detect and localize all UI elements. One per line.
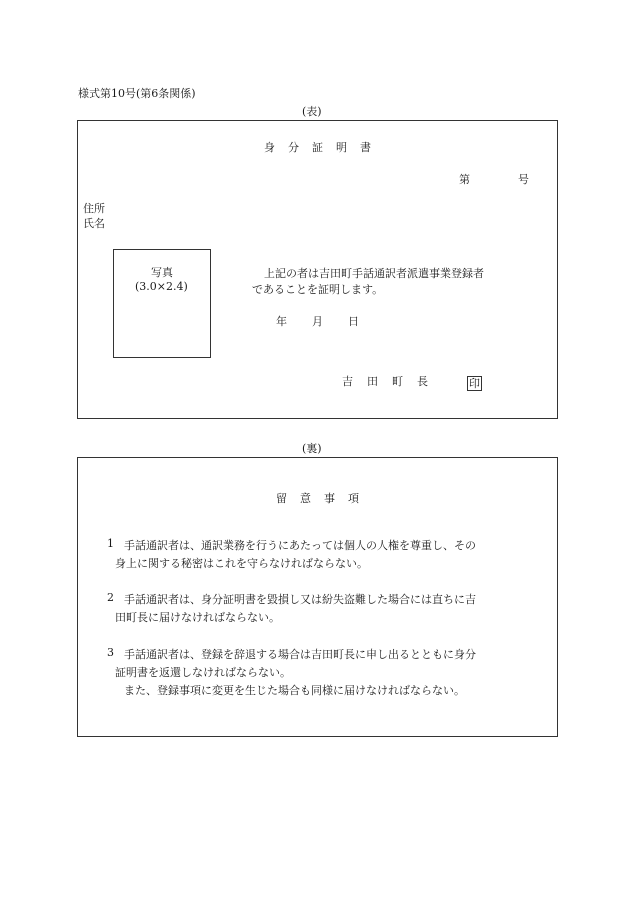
issuer: 吉田町長 <box>342 375 442 388</box>
back-card <box>77 457 558 737</box>
number-suffix: 号 <box>518 173 529 186</box>
certify-line-1: 上記の者は吉田町手話通訳者派遣事業登録者 <box>264 267 484 280</box>
front-side-label: (表) <box>302 105 322 118</box>
note-line: 田町長に届けなければならない。 <box>115 611 280 624</box>
name-label: 氏名 <box>83 217 105 230</box>
note-line: 手話通訳者は、登録を辞退する場合は吉田町長に申し出るとともに身分 <box>124 648 476 661</box>
back-side-label: (裏) <box>302 442 322 455</box>
note-line: 手話通訳者は、身分証明書を毀損し又は紛失盗難した場合には直ちに吉 <box>124 593 476 606</box>
note-number: 3 <box>107 646 114 659</box>
photo-box <box>113 249 211 358</box>
note-line: 身上に関する秘密はこれを守らなければならない。 <box>115 557 368 570</box>
date-day: 日 <box>348 315 359 328</box>
seal-mark <box>467 372 482 391</box>
photo-size: (3.0×2.4) <box>135 280 188 293</box>
certify-line-2: であることを証明します。 <box>252 283 384 296</box>
note-line: また、登録事項に変更を生じた場合も同様に届けなければならない。 <box>124 684 465 697</box>
note-number: 1 <box>107 537 114 550</box>
card-title: 身分証明書 <box>264 141 384 154</box>
date-month: 月 <box>312 315 323 328</box>
address-label: 住所 <box>83 202 105 215</box>
seal-text: 印 <box>469 377 480 390</box>
note-number: 2 <box>107 591 114 604</box>
front-card <box>77 120 558 419</box>
date-year: 年 <box>276 315 287 328</box>
photo-label: 写真 <box>151 266 173 279</box>
number-prefix: 第 <box>459 173 470 186</box>
form-number: 様式第10号(第6条関係) <box>78 87 196 100</box>
notes-title: 留意事項 <box>276 492 372 505</box>
note-line: 手話通訳者は、通訳業務を行うにあたっては個人の人権を尊重し、その <box>124 539 476 552</box>
note-line: 証明書を返還しなければならない。 <box>115 666 291 679</box>
